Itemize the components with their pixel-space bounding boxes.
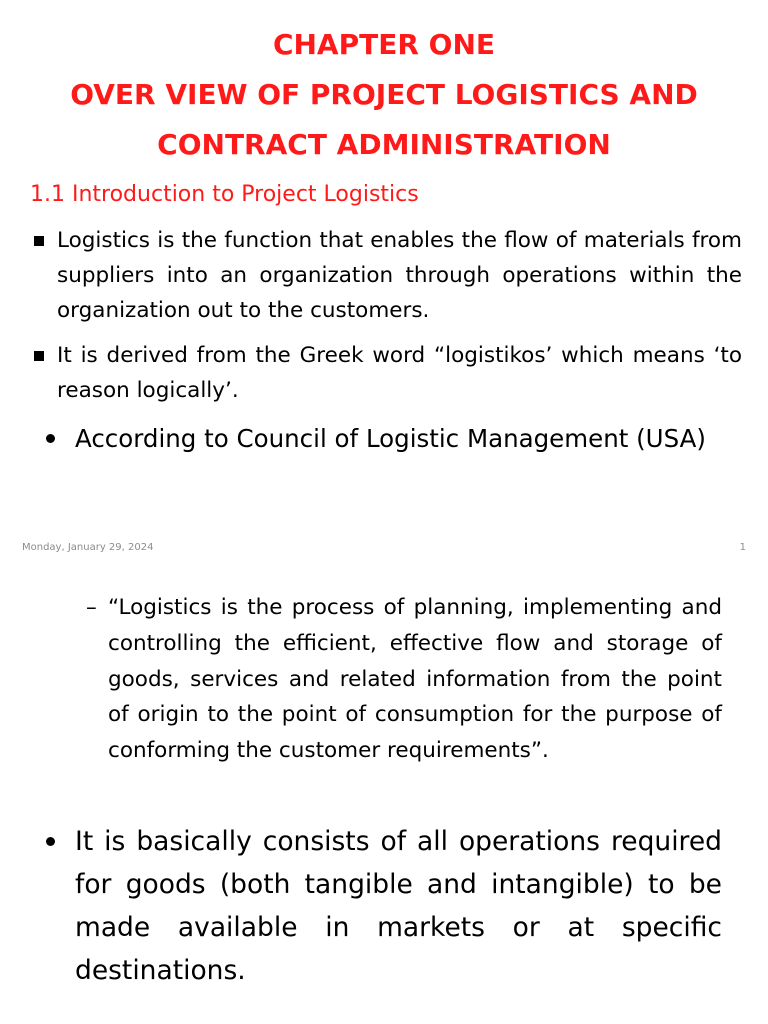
dash-bullet-icon: – <box>86 595 97 620</box>
quote-item-logistics-definition <box>86 590 722 769</box>
bullet-item-logistics-definition <box>30 223 742 328</box>
bullet-item-greek-origin <box>30 338 742 408</box>
bullet-item-operations <box>44 820 722 992</box>
bullet-text: Logistics is the function that enables the flow of materials from suppliers into an organization through operations within the organization out to the customers. <box>57 228 742 323</box>
title-line-3: CONTRACT ADMINISTRATION <box>157 128 611 161</box>
bullet-text: It is basically consists of all operations required for goods (both tangible and intangible) to be made available in markets or at specific destinations. <box>75 826 722 986</box>
section-heading: 1.1 Introduction to Project Logistics <box>30 182 419 207</box>
round-bullet-icon <box>46 434 55 443</box>
title-line-1: CHAPTER ONE <box>272 28 496 61</box>
bullet-text: It is derived from the Greek word “logistikos’ which means ‘to reason logically’. <box>57 343 742 403</box>
square-bullet-icon <box>34 236 44 246</box>
footer-date: Monday, January 29, 2024 <box>22 542 154 553</box>
title-line-2: OVER VIEW OF PROJECT LOGISTICS AND <box>70 78 698 111</box>
slide-2 <box>0 560 768 1024</box>
quote-text: “Logistics is the process of planning, implementing and controlling the efficient, effective flow and storage of goods, services and related information from the point of origin to the point of consumption for the purpose of conforming the customer requirements”. <box>108 595 722 764</box>
page-number: 1 <box>739 542 746 553</box>
bullet-text: According to Council of Logistic Management (USA) <box>75 424 706 453</box>
round-bullet-icon <box>46 837 55 846</box>
bullet-item-council-reference <box>44 417 724 461</box>
slide-title <box>20 20 748 170</box>
square-bullet-icon <box>34 351 44 361</box>
